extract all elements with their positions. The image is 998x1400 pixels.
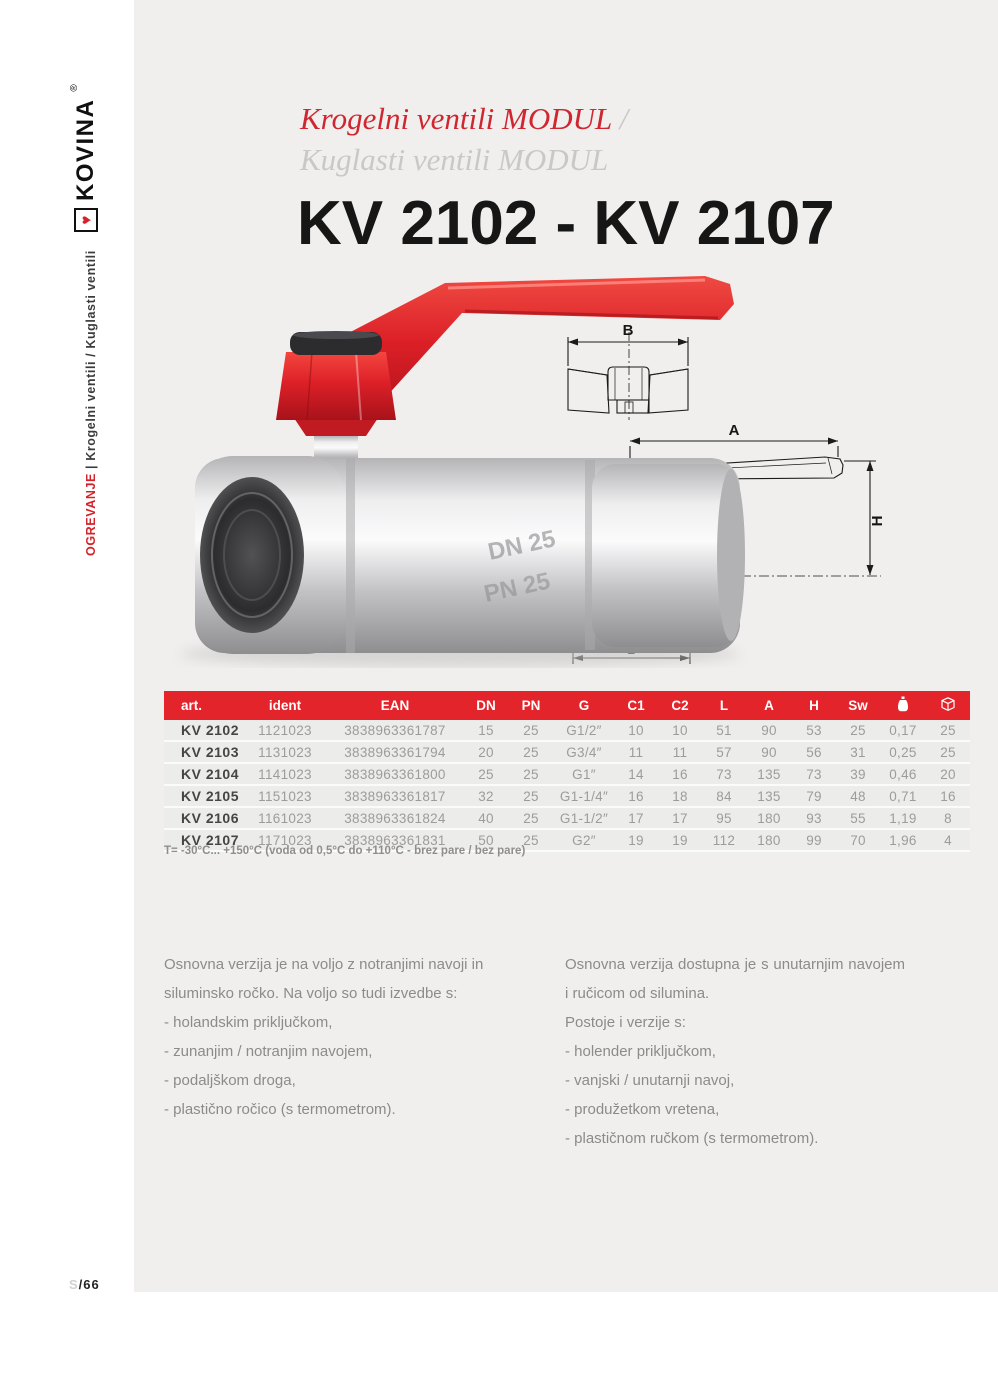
table-footnote: T= -30°C... +150°C (voda od 0,5°C do +110°C - brez pare / bez pare) <box>164 845 526 857</box>
cell: 48 <box>836 785 880 807</box>
page-number-label: S <box>69 1277 79 1292</box>
cell: 73 <box>702 763 746 785</box>
title-slash: / <box>611 101 629 136</box>
col-weight <box>880 691 926 720</box>
threaded-opening <box>200 477 304 633</box>
cell: 25 <box>508 741 554 763</box>
description-line: - produžetkom vretena, <box>565 1101 720 1118</box>
cell: 17 <box>658 807 702 829</box>
category-subtitle: | Krogelni ventili / Kuglasti ventili <box>84 250 98 469</box>
heart-icon: ♥ <box>77 215 95 225</box>
description-sl-intro: Osnovna verzija je na voljo z notranjimi navoji in siluminsko ročko. Na voljo so tudi izvedbe s: <box>164 956 484 1002</box>
cell: 90 <box>746 720 792 741</box>
body-marking-pn: PN 25 <box>481 567 553 608</box>
table-row <box>164 763 970 785</box>
cell: 25 <box>464 763 508 785</box>
cell: 112 <box>702 829 746 851</box>
cell-art: KV 2102 <box>164 720 244 741</box>
cell: 1131023 <box>244 741 326 763</box>
col-c1: C1 <box>614 691 658 720</box>
cell: 11 <box>658 741 702 763</box>
cell: 25 <box>836 720 880 741</box>
spec-table <box>164 691 970 852</box>
cell: 20 <box>926 763 970 785</box>
cell: 15 <box>464 720 508 741</box>
cell: 57 <box>702 741 746 763</box>
dim-label-a: A <box>728 422 740 439</box>
cell: 1141023 <box>244 763 326 785</box>
description-line: - vanjski / unutarnji navoj, <box>565 1072 735 1089</box>
cell-art: KV 2106 <box>164 807 244 829</box>
col-l: L <box>702 691 746 720</box>
cell: 180 <box>746 829 792 851</box>
cell: 10 <box>658 720 702 741</box>
product-photo <box>160 258 760 668</box>
table-row <box>164 741 970 763</box>
cell: 31 <box>836 741 880 763</box>
cell: 99 <box>792 829 836 851</box>
description-line: - holender priključkom, <box>565 1043 716 1060</box>
cell: 79 <box>792 785 836 807</box>
vertical-category-label <box>84 250 98 556</box>
logo-heart-box <box>74 208 98 232</box>
page-number-value: /66 <box>78 1277 100 1292</box>
spec-table-head <box>164 691 970 720</box>
description-hr-items <box>565 1037 905 1153</box>
cell: 4 <box>926 829 970 851</box>
cell: G1-1/4″ <box>554 785 614 807</box>
cell-art: KV 2103 <box>164 741 244 763</box>
brand-logo <box>69 84 100 232</box>
cell: 25 <box>926 720 970 741</box>
cell: 25 <box>508 807 554 829</box>
cell: 32 <box>464 785 508 807</box>
cell: 11 <box>614 741 658 763</box>
cell: 10 <box>614 720 658 741</box>
cell-art: KV 2107 <box>164 829 244 851</box>
cell-art: KV 2104 <box>164 763 244 785</box>
table-row <box>164 785 970 807</box>
description-hr-intro: Osnovna verzija dostupna je s unutarnjim navojem i ručicom od silumina. <box>565 956 905 1002</box>
cell: 25 <box>508 785 554 807</box>
col-c2: C2 <box>658 691 702 720</box>
cell: 1,19 <box>880 807 926 829</box>
cell: 95 <box>702 807 746 829</box>
package-icon <box>940 696 956 712</box>
cell: 39 <box>836 763 880 785</box>
cell: G1″ <box>554 763 614 785</box>
cell: 51 <box>702 720 746 741</box>
page-title-hr: Kuglasti ventili MODUL <box>300 142 609 177</box>
description-hr <box>565 950 905 1153</box>
cell: 180 <box>746 807 792 829</box>
cell: 19 <box>658 829 702 851</box>
registered-mark: ® <box>69 84 80 92</box>
cell: 50 <box>464 829 508 851</box>
cell: 8 <box>926 807 970 829</box>
valve-handle-nut <box>276 352 396 420</box>
description-line: - zunanjim / notranjim navojem, <box>164 1043 373 1060</box>
cell: 1171023 <box>244 829 326 851</box>
description-line: - plastično ročico (s termometrom). <box>164 1101 396 1118</box>
cell: 0,71 <box>880 785 926 807</box>
cell: 3838963361817 <box>326 785 464 807</box>
cell: 40 <box>464 807 508 829</box>
cell: 0,46 <box>880 763 926 785</box>
cell: 25 <box>508 720 554 741</box>
cell: 1,96 <box>880 829 926 851</box>
col-h: H <box>792 691 836 720</box>
cell: 3838963361787 <box>326 720 464 741</box>
description-line: - podaljškom droga, <box>164 1072 296 1089</box>
col-a: A <box>746 691 792 720</box>
col-g: G <box>554 691 614 720</box>
description-line: - holandskim priključkom, <box>164 1014 333 1031</box>
cell: G3/4″ <box>554 741 614 763</box>
cell: 55 <box>836 807 880 829</box>
cell: 1121023 <box>244 720 326 741</box>
cell: 20 <box>464 741 508 763</box>
weight-icon <box>897 696 909 712</box>
spec-table-body <box>164 720 970 851</box>
page-number <box>69 1277 100 1292</box>
cell: 16 <box>658 763 702 785</box>
cell: 1151023 <box>244 785 326 807</box>
cell: 135 <box>746 785 792 807</box>
cell: 17 <box>614 807 658 829</box>
col-art: art. <box>164 691 244 720</box>
cell: 14 <box>614 763 658 785</box>
cell: 56 <box>792 741 836 763</box>
cell: G2″ <box>554 829 614 851</box>
cell: 3838963361824 <box>326 807 464 829</box>
cell: 16 <box>926 785 970 807</box>
body-marking-dn: DN 25 <box>485 525 558 566</box>
cell: 25 <box>508 829 554 851</box>
cell: 84 <box>702 785 746 807</box>
col-dn: DN <box>464 691 508 720</box>
cell: 1161023 <box>244 807 326 829</box>
description-line: - plastičnom ručkom (s termometrom). <box>565 1130 819 1147</box>
cell: 25 <box>926 741 970 763</box>
table-row <box>164 720 970 741</box>
description-sl <box>164 950 522 1124</box>
cell: 19 <box>614 829 658 851</box>
col-package <box>926 691 970 720</box>
cell: 53 <box>792 720 836 741</box>
cell-art: KV 2105 <box>164 785 244 807</box>
logo-text: KOVINA <box>72 98 99 201</box>
col-sw: Sw <box>836 691 880 720</box>
category-name: OGREVANJE <box>84 473 98 556</box>
col-ean: EAN <box>326 691 464 720</box>
product-range-title: KV 2102 - KV 2107 <box>297 189 835 258</box>
cell: 0,17 <box>880 720 926 741</box>
cell: 0,25 <box>880 741 926 763</box>
cell: G1-1/2″ <box>554 807 614 829</box>
cell: G1/2″ <box>554 720 614 741</box>
cell: 18 <box>658 785 702 807</box>
cell: 3838963361831 <box>326 829 464 851</box>
table-row <box>164 807 970 829</box>
cell: 70 <box>836 829 880 851</box>
dim-label-b: B <box>622 322 634 339</box>
cell: 93 <box>792 807 836 829</box>
cell: 135 <box>746 763 792 785</box>
description-hr-subintro: Postoje i verzije s: <box>565 1014 686 1031</box>
cell: 3838963361800 <box>326 763 464 785</box>
cell: 3838963361794 <box>326 741 464 763</box>
col-pn: PN <box>508 691 554 720</box>
cell: 73 <box>792 763 836 785</box>
cell: 90 <box>746 741 792 763</box>
cell: 25 <box>508 763 554 785</box>
col-ident: ident <box>244 691 326 720</box>
dim-label-h: H <box>869 515 886 527</box>
description-sl-items <box>164 1008 522 1124</box>
cell: 16 <box>614 785 658 807</box>
page-title-sl: Krogelni ventili MODUL / <box>300 101 629 136</box>
